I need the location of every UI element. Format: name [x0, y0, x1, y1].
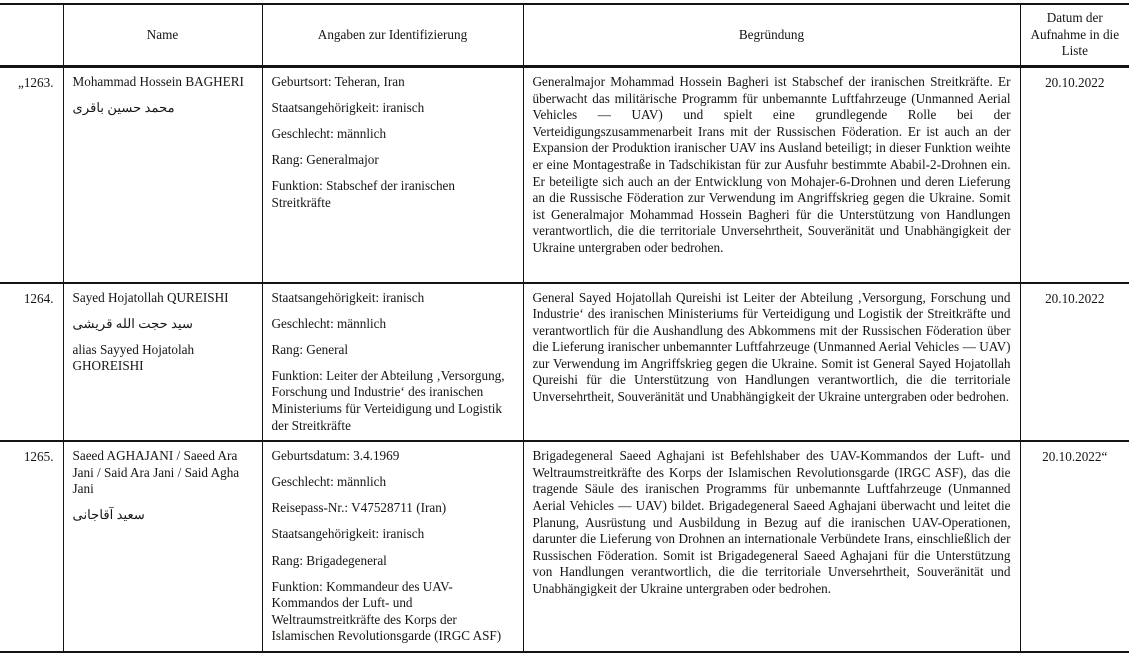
entry-name-line: سعید آقاجانی [72, 507, 145, 523]
identification-item: Funktion: Kommandeur des UAV-Kommandos der Luft- und Weltraumstreitkräfte des Korps der Islamischen Revolutionsgarde (IRGC ASF) [271, 578, 502, 644]
entry-listing-date: 20.10.2022“ [1020, 441, 1129, 652]
entry-reason [523, 283, 1020, 442]
entry-name-line: Sayed Hojatollah QUREISHI [72, 289, 229, 305]
entry-number: 1264. [0, 283, 63, 442]
col-header-reason: Begründung [523, 4, 1020, 67]
entry-number: 1265. [0, 441, 63, 652]
entry-name-line: Mohammad Hossein BAGHERI [72, 74, 244, 89]
identification-item: Rang: General [271, 341, 349, 357]
identification-item: Geschlecht: männlich [271, 126, 387, 142]
entry-name [63, 283, 262, 442]
header-row [0, 4, 1129, 67]
col-header-identification: Angaben zur Identifizierung [262, 4, 523, 67]
entry-number: „1263. [0, 67, 63, 283]
entry-identification [262, 441, 523, 652]
entry-reason [523, 67, 1020, 283]
entry-identification [262, 67, 523, 283]
identification-item: Geburtsdatum: 3.4.1969 [271, 448, 400, 464]
entry-name-line: Saeed AGHAJANI / Saeed Ara Jani / Said Ara Jani / Said Agha Jani [72, 448, 240, 497]
entry-name-line: سید حجت الله قریشی [72, 315, 194, 331]
identification-item: Funktion: Stabschef der iranischen Streitkräfte [271, 178, 455, 210]
identification-item: Staatsangehörigkeit: iranisch [271, 289, 425, 305]
entry-identification [262, 283, 523, 442]
entry-name-line: alias Sayyed Hojatolah GHOREISHI [72, 341, 195, 374]
entry-name [63, 441, 262, 652]
table-row [0, 283, 1129, 442]
col-header-date-label: Datum der Aufnahme in die Liste [1030, 10, 1120, 59]
col-header-number [0, 4, 63, 67]
table-body [0, 67, 1129, 653]
identification-item: Staatsangehörigkeit: iranisch [271, 100, 425, 116]
document-page [0, 3, 1129, 653]
sanctions-list-table [0, 3, 1129, 653]
col-header-date [1020, 4, 1129, 67]
entry-reason-text: General Sayed Hojatollah Qureishi ist Leiter der Abteilung ‚Versorgung, Forschung und Industrie‘ des iranischen Ministeriums für Verteidigung und Logistik der Streitkräfte und verantwortlich für die Aushandlung des Abkommens mit der Russischen Föderation über die Lieferung iranischer unbemannter Luftfahrzeuge (Unmanned Aerial Vehicles — UAV) zur Verwendung im Angriffskrieg gegen die Ukraine. Somit ist General Sayed Hojatollah Qureishi für die Unterstützung von Handlungen verantwortlich, die die territoriale Unversehrtheit, Souveränität und Unabhängigkeit der Ukraine untergraben oder bedrohen. [532, 289, 1011, 405]
identification-item: Geschlecht: männlich [271, 315, 387, 331]
identification-item: Reisepass-Nr.: V47528711 (Iran) [271, 500, 447, 516]
identification-item: Funktion: Leiter der Abteilung ‚Versorgung, Forschung und Industrie‘ des iranischen Ministeriums für Verteidigung und Logistik der Streitkräfte [271, 367, 505, 433]
identification-item: Rang: Generalmajor [271, 152, 379, 168]
entry-listing-date: 20.10.2022 [1020, 283, 1129, 442]
entry-reason-text: Generalmajor Mohammad Hossein Bagheri ist Stabschef der iranischen Streitkräfte. Er überwacht das militärische Programm für unbemannte Luftfahrzeuge (Unmanned Aerial Vehicles — UAV) und spielt eine grundlegende Rolle bei der Verteidigungszusammenarbeit Irans mit der Russischen Föderation. Er ist auch an der Expansion der Produktion iranischer UAV ins Ausland beteiligt; in dieser Funktion weihte er eine Montagestraße in Tadschikistan für zur Ausfuhr bestimmte Ababil-2-Drohnen ein. Er beteiligte sich auch an der Entwicklung von Mohajer-6-Drohnen und deren Lieferung an die Russische Föderation zur Verwendung im Angriffskrieg gegen die Ukraine. Somit ist Generalmajor Mohammad Hossein Bagheri für die Unterstützung von Handlungen verantwortlich, die die territoriale Unversehrtheit, Souveränität und Unabhängigkeit der Ukraine untergraben oder bedrohen. [532, 74, 1011, 255]
table-row [0, 441, 1129, 652]
entry-reason [523, 441, 1020, 652]
identification-item: Geburtsort: Teheran, Iran [271, 74, 405, 89]
identification-item: Staatsangehörigkeit: iranisch [271, 526, 425, 542]
identification-item: Geschlecht: männlich [271, 474, 387, 490]
entry-name-line: محمد حسین باقری [72, 100, 175, 116]
col-header-name: Name [63, 4, 262, 67]
entry-name [63, 67, 262, 283]
identification-item: Rang: Brigadegeneral [271, 552, 387, 568]
entry-reason-text: Brigadegeneral Saeed Aghajani ist Befehlshaber des UAV-Kommandos der Luft- und Weltraumstreitkräfte des Korps der Islamischen Revolutionsgarde (IRGC ASF), das die tragende Säule des iranischen Programms für unbemannte Luftfahrzeuge (Unmanned Aerial Vehicles — UAV) bildet. Brigadegeneral Saeed Aghajani überwacht und leitet die Planung, Ausrüstung und Ausbildung in Bezug auf die iranischen UAV-Operationen, darunter die Lieferung von Drohnen an internationale Verbündete Irans, einschließlich der Russischen Föderation. Somit ist Brigadegeneral Saeed Aghajani für die Unterstützung von Handlungen verantwortlich, die die territoriale Unversehrtheit, Souveränität und Unabhängigkeit der Ukraine untergraben oder bedrohen. [532, 448, 1011, 596]
entry-listing-date: 20.10.2022 [1020, 67, 1129, 283]
table-row [0, 67, 1129, 283]
